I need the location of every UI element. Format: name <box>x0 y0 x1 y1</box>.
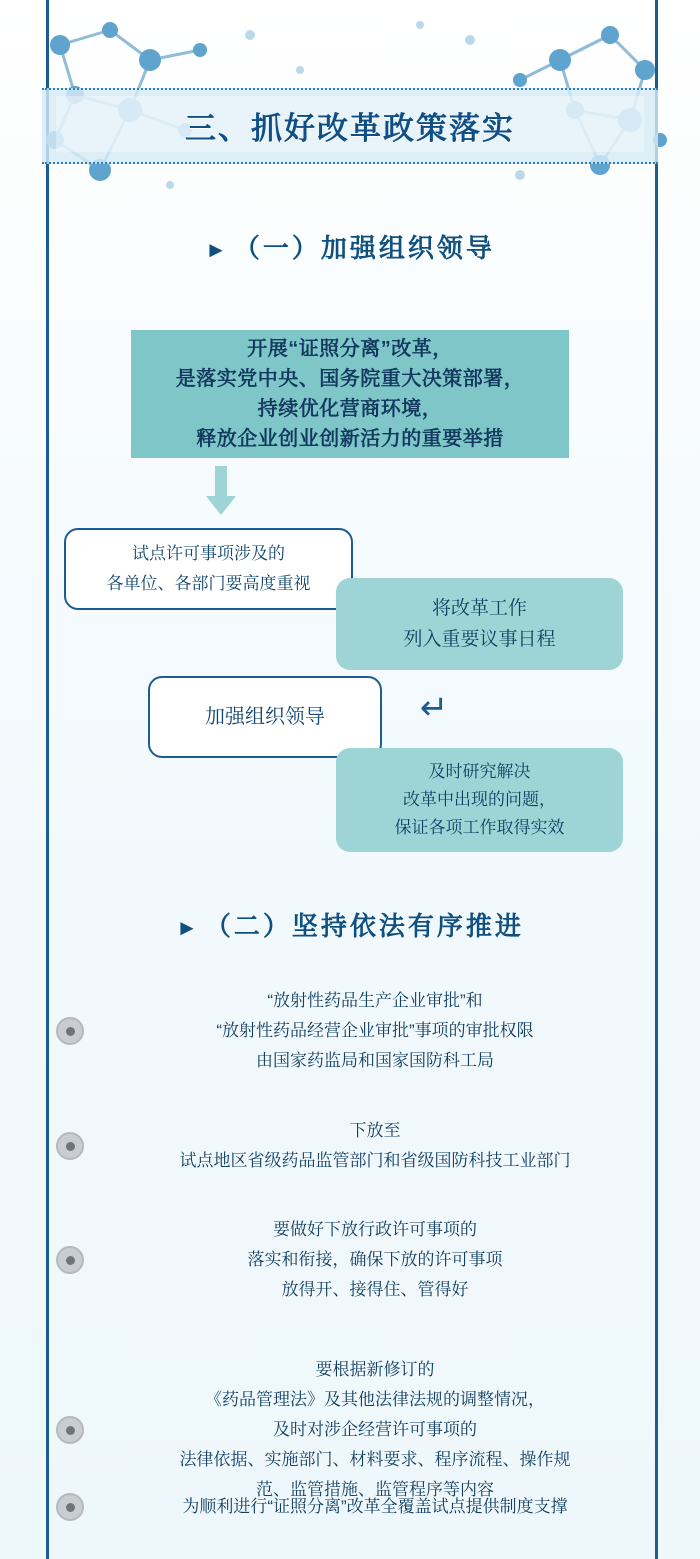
section-heading-2 <box>0 906 700 943</box>
bullet-icon <box>56 1017 84 1045</box>
section-title-2: （二）坚持依法有序推进 <box>204 911 524 941</box>
bullet-3-line-1: 要做好下放行政许可事项的 <box>273 1220 477 1239</box>
bullet-1-line-1: “放射性药品生产企业审批”和 <box>267 991 483 1010</box>
section-title-1: （一）加强组织领导 <box>233 233 495 263</box>
flow-panel-1 <box>336 578 623 670</box>
list-item-text <box>94 1492 656 1522</box>
list-item <box>56 1492 656 1522</box>
bullet-2-line-1: 下放至 <box>349 1121 401 1140</box>
bullet-1-line-3: 由国家药监局和国家国防科工局 <box>256 1051 494 1070</box>
page-title: 三、抓好改革政策落实 <box>185 110 515 146</box>
highlight-box <box>131 330 569 458</box>
flow-box-b <box>148 676 382 758</box>
flow-box-a-line-1: 试点许可事项涉及的 <box>132 544 285 563</box>
bullet-3-line-2: 落实和衔接，确保下放的许可事项 <box>247 1250 503 1269</box>
section-heading-1 <box>0 228 700 265</box>
list-item-text <box>94 986 656 1076</box>
bullet-icon <box>56 1416 84 1444</box>
section-marker-icon: ► <box>205 237 230 262</box>
highlight-line-2: 是落实党中央、国务院重大决策部署， <box>175 368 525 390</box>
section-marker-icon-2: ► <box>176 915 201 940</box>
arrow-hook-icon: ↵ <box>419 689 449 727</box>
highlight-line-3: 持续优化营商环境， <box>257 398 443 420</box>
flow-box-a-line-2: 各单位、各部门要高度重视 <box>106 574 311 593</box>
flow-panel-1-line-1: 将改革工作 <box>431 598 527 619</box>
bullet-icon <box>56 1132 84 1160</box>
bullet-4-line-3: 及时对涉企经营许可事项的 <box>273 1420 477 1439</box>
flow-panel-2-line-2: 改革中出现的问题， <box>403 790 556 809</box>
bullet-3-line-3: 放得开、接得住、管得好 <box>281 1280 469 1299</box>
flow-panel-1-line-2: 列入重要议事日程 <box>403 629 556 650</box>
list-item-text <box>94 1116 656 1176</box>
flow-box-a <box>64 528 353 610</box>
bullet-4-line-5: 范、监管措施、监管程序等内容 <box>256 1480 494 1499</box>
list-item <box>56 986 656 1076</box>
flow-panel-2-line-3: 保证各项工作取得实效 <box>394 818 565 837</box>
bullet-4-line-2: 《药品管理法》及其他法律法规的调整情况， <box>205 1390 545 1409</box>
bullet-4-line-1: 要根据新修订的 <box>315 1360 435 1379</box>
flow-panel-2 <box>336 748 623 852</box>
bullet-1-line-2: “放射性药品经营企业审批”事项的审批权限 <box>216 1021 534 1040</box>
list-item <box>56 1116 656 1176</box>
list-item-text <box>94 1215 656 1305</box>
bullet-2-line-2: 试点地区省级药品监管部门和省级国防科技工业部门 <box>179 1151 571 1170</box>
highlight-line-1: 开展“证照分离”改革， <box>247 338 453 360</box>
bullet-icon <box>56 1493 84 1521</box>
flow-box-b-label: 加强组织领导 <box>205 706 325 728</box>
bullet-icon <box>56 1246 84 1274</box>
list-item <box>56 1355 656 1505</box>
list-item-text <box>94 1355 656 1505</box>
highlight-line-4: 释放企业创业创新活力的重要举措 <box>196 428 504 450</box>
list-item <box>56 1215 656 1305</box>
bullet-5-line-1: 为顺利进行“证照分离”改革全覆盖试点提供制度支撑 <box>182 1497 568 1516</box>
bullet-4-line-4: 法律依据、实施部门、材料要求、程序流程、操作规 <box>179 1450 571 1469</box>
arrow-down-icon <box>205 466 237 516</box>
header-banner <box>0 0 700 200</box>
flow-panel-2-line-1: 及时研究解决 <box>428 762 531 781</box>
